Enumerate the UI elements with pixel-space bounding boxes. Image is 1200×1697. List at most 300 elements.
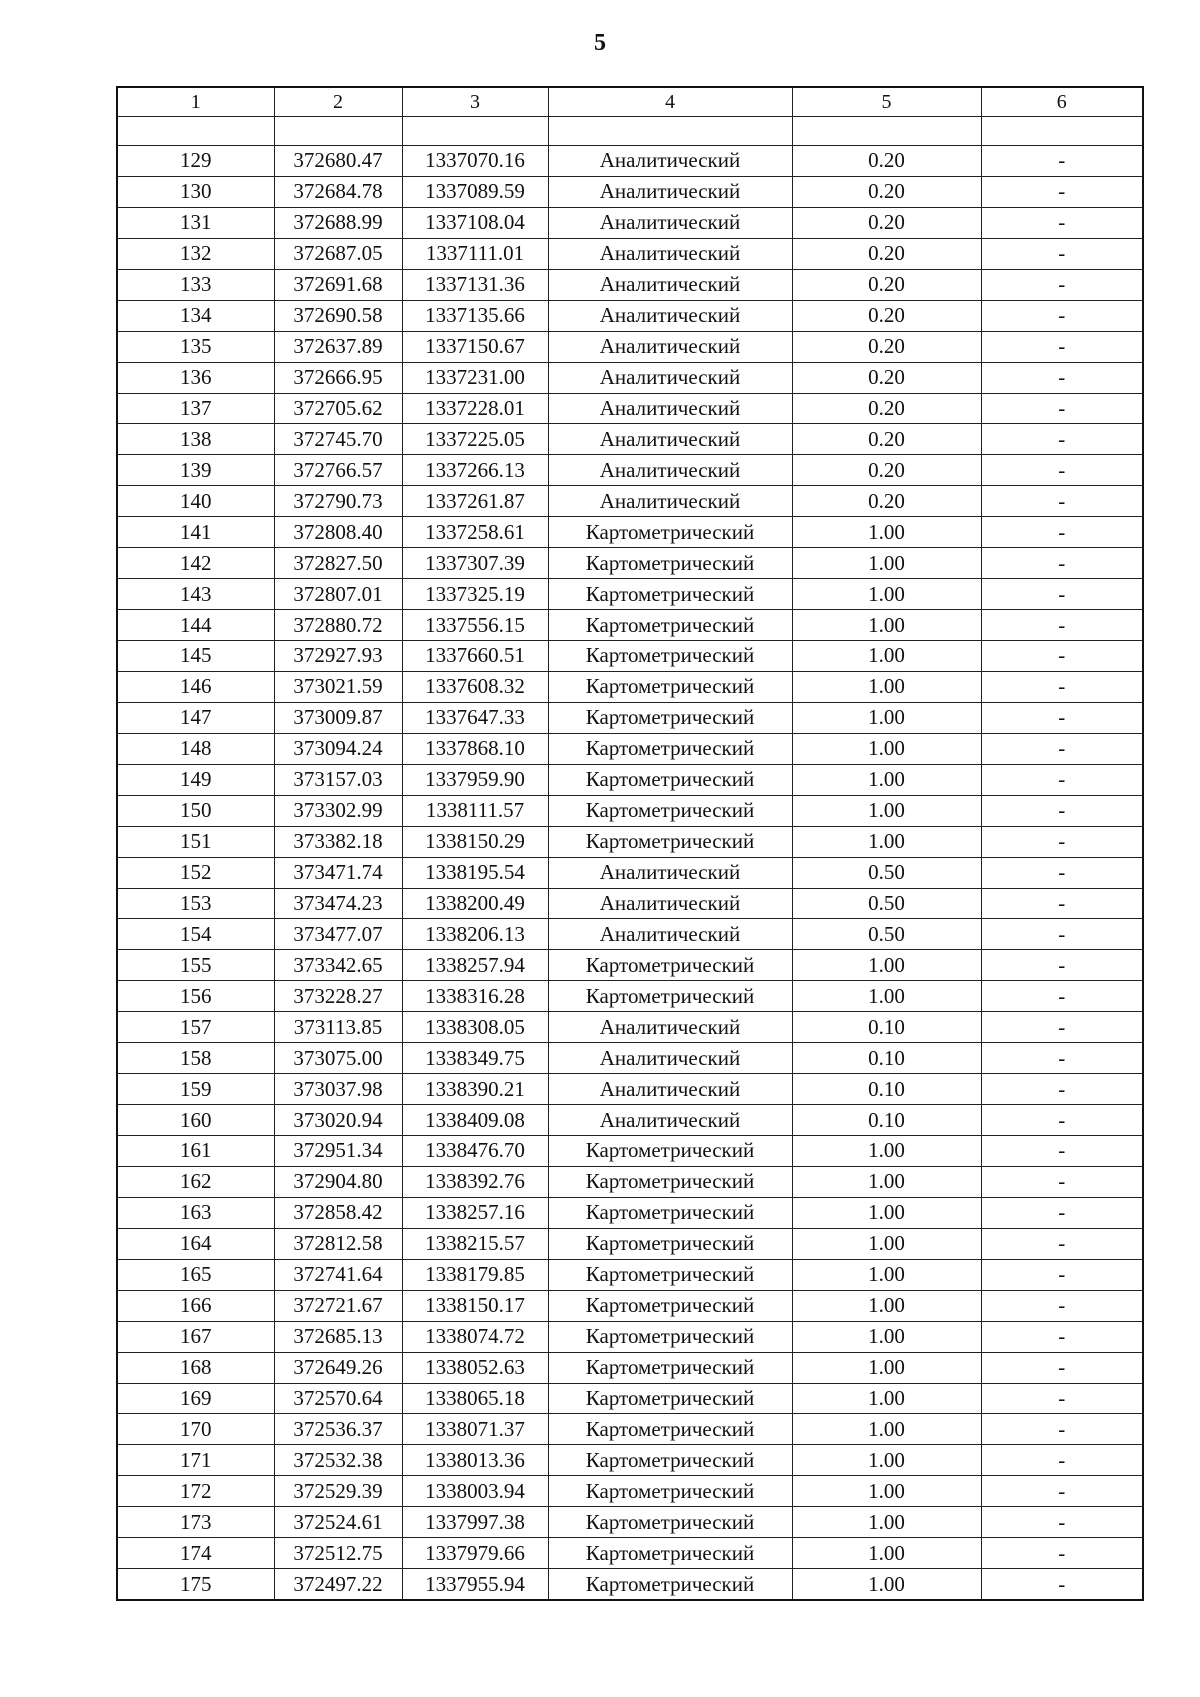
table-cell: 372687.05 [274,238,402,269]
table-cell: 150 [117,795,274,826]
table-cell [117,117,274,146]
table-cell: 372512.75 [274,1538,402,1569]
table-cell: 1337108.04 [402,207,548,238]
table-row [117,1074,1143,1105]
table-cell: 373477.07 [274,919,402,950]
table-row [117,1538,1143,1569]
table-row [117,579,1143,610]
table-cell: 1.00 [792,1321,981,1352]
table-cell: 373474.23 [274,888,402,919]
table-cell: - [981,1445,1143,1476]
table-row [117,1012,1143,1043]
table-cell: 1338065.18 [402,1383,548,1414]
table-cell: 160 [117,1105,274,1136]
table-cell: 1337647.33 [402,702,548,733]
table-row [117,764,1143,795]
table-cell: 1.00 [792,548,981,579]
table-cell: 174 [117,1538,274,1569]
table-cell: 1.00 [792,579,981,610]
table-cell: - [981,1538,1143,1569]
table-cell: Картометрический [548,610,792,641]
table-cell: 145 [117,641,274,672]
table-cell: Картометрический [548,1569,792,1600]
table-row [117,1445,1143,1476]
table-cell: 1.00 [792,1383,981,1414]
table-cell: - [981,857,1143,888]
table-row [117,1290,1143,1321]
table-cell: Картометрический [548,1507,792,1538]
table-cell: - [981,269,1143,300]
table-cell: 1338476.70 [402,1136,548,1167]
table-cell: - [981,1228,1143,1259]
table-cell: 1338200.49 [402,888,548,919]
table-cell: - [981,733,1143,764]
table-cell: - [981,1352,1143,1383]
table-cell: 0.20 [792,486,981,517]
table-cell: - [981,981,1143,1012]
table-cell: - [981,455,1143,486]
table-row [117,826,1143,857]
table-cell: 372524.61 [274,1507,402,1538]
table-cell: Картометрический [548,1136,792,1167]
table-cell: 131 [117,207,274,238]
table-row [117,424,1143,455]
table-cell: 373382.18 [274,826,402,857]
table-cell: Картометрический [548,1538,792,1569]
table-cell: 372807.01 [274,579,402,610]
table-cell: 1337089.59 [402,176,548,207]
table-cell: 373228.27 [274,981,402,1012]
table-cell: 133 [117,269,274,300]
table-row [117,919,1143,950]
table-cell: - [981,238,1143,269]
table-cell: 1337997.38 [402,1507,548,1538]
table-cell: Картометрический [548,1476,792,1507]
table-cell: 372927.93 [274,641,402,672]
table-cell: 372808.40 [274,517,402,548]
table-row [117,455,1143,486]
table-cell: - [981,1569,1143,1600]
table-cell: 372766.57 [274,455,402,486]
table-row [117,1352,1143,1383]
table-cell: - [981,393,1143,424]
table-cell: 1338409.08 [402,1105,548,1136]
table-cell: 165 [117,1259,274,1290]
table-cell: 0.20 [792,393,981,424]
table-cell: - [981,207,1143,238]
table-cell: 1337135.66 [402,300,548,331]
table-row [117,1507,1143,1538]
table-cell: Картометрический [548,795,792,826]
table-cell: Картометрический [548,764,792,795]
table-cell: - [981,1259,1143,1290]
table-cell: 372721.67 [274,1290,402,1321]
table-cell: 1337608.32 [402,671,548,702]
column-header: 3 [402,87,548,117]
table-cell: - [981,1166,1143,1197]
table-cell: 1338003.94 [402,1476,548,1507]
table-cell: 146 [117,671,274,702]
table-row [117,981,1143,1012]
table-row [117,1043,1143,1074]
table-cell: Аналитический [548,269,792,300]
table-row [117,1166,1143,1197]
table-cell: 1337111.01 [402,238,548,269]
table-row [117,300,1143,331]
table-cell: 1337955.94 [402,1569,548,1600]
table-cell: 372904.80 [274,1166,402,1197]
table-row [117,950,1143,981]
table-cell: 372680.47 [274,146,402,177]
table-cell: 1337228.01 [402,393,548,424]
table-cell: - [981,579,1143,610]
table-cell: - [981,671,1143,702]
table-cell: 159 [117,1074,274,1105]
table-cell: Аналитический [548,455,792,486]
table-row [117,702,1143,733]
table-cell: 1337258.61 [402,517,548,548]
table-cell: 1.00 [792,1259,981,1290]
table-cell: 1338195.54 [402,857,548,888]
table-cell: Аналитический [548,857,792,888]
table-row [117,269,1143,300]
table-cell: 135 [117,331,274,362]
table-cell: 1338052.63 [402,1352,548,1383]
table-cell: - [981,950,1143,981]
table-row [117,486,1143,517]
table-row [117,1414,1143,1445]
table-cell: - [981,1321,1143,1352]
table-row [117,610,1143,641]
table-cell: 0.10 [792,1012,981,1043]
table-cell: - [981,1290,1143,1321]
table-cell: 140 [117,486,274,517]
table-cell: 1338111.57 [402,795,548,826]
table-cell: Картометрический [548,826,792,857]
table-cell: 169 [117,1383,274,1414]
table-cell: - [981,331,1143,362]
table-cell: 1.00 [792,641,981,672]
table-cell: 161 [117,1136,274,1167]
table-cell: Аналитический [548,486,792,517]
table-cell: Аналитический [548,919,792,950]
table-cell: 142 [117,548,274,579]
table-cell: 372858.42 [274,1197,402,1228]
table-cell: 1.00 [792,1228,981,1259]
table-cell: 0.20 [792,207,981,238]
table-cell: 1338013.36 [402,1445,548,1476]
table-cell: 1.00 [792,826,981,857]
table-cell: Аналитический [548,888,792,919]
table-row [117,1569,1143,1600]
table-cell: Аналитический [548,1043,792,1074]
table-cell: 372529.39 [274,1476,402,1507]
table-cell: - [981,1197,1143,1228]
table-cell: 1337225.05 [402,424,548,455]
table-cell: 372690.58 [274,300,402,331]
table-cell: 1337131.36 [402,269,548,300]
table-cell: Картометрический [548,733,792,764]
table-cell: - [981,1507,1143,1538]
table-cell: 1.00 [792,950,981,981]
table-row [117,641,1143,672]
table-cell: 130 [117,176,274,207]
table-cell: 1.00 [792,1136,981,1167]
table-cell: 372691.68 [274,269,402,300]
table-cell: Аналитический [548,176,792,207]
table-row [117,795,1143,826]
coordinates-table [116,86,1144,1601]
table-cell: 373094.24 [274,733,402,764]
table-cell: 153 [117,888,274,919]
table-cell: 1338150.29 [402,826,548,857]
table-cell: Картометрический [548,579,792,610]
table-cell: Картометрический [548,1321,792,1352]
table-row [117,362,1143,393]
table-cell: 1337070.16 [402,146,548,177]
table-cell: 372812.58 [274,1228,402,1259]
table-cell: 372570.64 [274,1383,402,1414]
table-row [117,1383,1143,1414]
table-cell: 164 [117,1228,274,1259]
table-cell: 175 [117,1569,274,1600]
table-cell: 1337660.51 [402,641,548,672]
table-cell: 0.10 [792,1105,981,1136]
column-header: 6 [981,87,1143,117]
table-header-row [117,87,1143,117]
table-cell: 136 [117,362,274,393]
table-cell: 372536.37 [274,1414,402,1445]
table-cell: 143 [117,579,274,610]
table-row [117,548,1143,579]
table-cell: 1338074.72 [402,1321,548,1352]
table-cell: 373302.99 [274,795,402,826]
table-cell: 147 [117,702,274,733]
table-cell: 373037.98 [274,1074,402,1105]
table-cell: Картометрический [548,981,792,1012]
table-row [117,1105,1143,1136]
table-cell: Аналитический [548,331,792,362]
table-cell: Картометрический [548,1445,792,1476]
table-cell: Картометрический [548,1352,792,1383]
page-number: 5 [594,30,606,56]
table-cell: 162 [117,1166,274,1197]
table-cell: - [981,517,1143,548]
table-row [117,1476,1143,1507]
table-cell: - [981,548,1143,579]
table-cell: 372684.78 [274,176,402,207]
table-cell: 1337868.10 [402,733,548,764]
table-cell: - [981,362,1143,393]
table-cell: 0.10 [792,1074,981,1105]
table-cell: 0.20 [792,269,981,300]
table-cell: 1.00 [792,981,981,1012]
table-cell: 1338257.94 [402,950,548,981]
table-cell: 168 [117,1352,274,1383]
column-header: 2 [274,87,402,117]
table-cell: 1.00 [792,764,981,795]
table-cell: 144 [117,610,274,641]
table-cell: 1.00 [792,733,981,764]
table-cell: Картометрический [548,671,792,702]
table-row [117,1197,1143,1228]
blank-row [117,117,1143,146]
table-cell: 0.20 [792,362,981,393]
column-header: 5 [792,87,981,117]
table-cell: 1338257.16 [402,1197,548,1228]
table-cell: Картометрический [548,1259,792,1290]
table-cell: Картометрический [548,1414,792,1445]
table-row [117,176,1143,207]
table-cell: 0.20 [792,146,981,177]
table-row [117,888,1143,919]
table-body [117,117,1143,1601]
table-cell: 1337266.13 [402,455,548,486]
table-cell: 1338071.37 [402,1414,548,1445]
table-cell: 1.00 [792,671,981,702]
table-cell: 0.20 [792,238,981,269]
table-cell: 1.00 [792,1538,981,1569]
table-row [117,207,1143,238]
table-cell: 157 [117,1012,274,1043]
table-cell: Аналитический [548,146,792,177]
table-cell: 170 [117,1414,274,1445]
table-cell: 372532.38 [274,1445,402,1476]
table-cell: 1338308.05 [402,1012,548,1043]
table-cell: 372705.62 [274,393,402,424]
table-cell: 0.20 [792,300,981,331]
table-cell: - [981,764,1143,795]
table-row [117,393,1143,424]
table-cell: 1.00 [792,1352,981,1383]
table-cell: 0.20 [792,424,981,455]
table-cell: 1337307.39 [402,548,548,579]
table-row [117,146,1143,177]
table-row [117,1321,1143,1352]
table-cell: 373021.59 [274,671,402,702]
table-cell: - [981,610,1143,641]
table-cell: 372688.99 [274,207,402,238]
table-row [117,857,1143,888]
table-cell: 1.00 [792,1414,981,1445]
table-cell: 1338179.85 [402,1259,548,1290]
table-row [117,1259,1143,1290]
table-cell [792,117,981,146]
table-cell: Аналитический [548,1074,792,1105]
table-cell: 0.50 [792,888,981,919]
table-cell: 1.00 [792,1569,981,1600]
table-cell: 149 [117,764,274,795]
table-cell: 1338215.57 [402,1228,548,1259]
table-cell: 372741.64 [274,1259,402,1290]
table-cell: - [981,424,1143,455]
table-row [117,733,1143,764]
table-cell [981,117,1143,146]
table-cell: Аналитический [548,424,792,455]
table-cell: Аналитический [548,238,792,269]
table-cell: 132 [117,238,274,269]
table-cell: 373009.87 [274,702,402,733]
table-cell: 158 [117,1043,274,1074]
table-cell: 1337959.90 [402,764,548,795]
table-cell [274,117,402,146]
table-cell: 152 [117,857,274,888]
table-row [117,1136,1143,1167]
table-cell: 1337556.15 [402,610,548,641]
table-cell: - [981,300,1143,331]
table-cell: Картометрический [548,1197,792,1228]
table-cell: - [981,826,1143,857]
table-cell: 134 [117,300,274,331]
table-cell: 1337325.19 [402,579,548,610]
table-cell: 155 [117,950,274,981]
table-cell: 172 [117,1476,274,1507]
table-cell: Аналитический [548,362,792,393]
table-cell: Картометрический [548,1383,792,1414]
table-cell: 1.00 [792,1197,981,1228]
table-cell: 372497.22 [274,1569,402,1600]
table-cell: - [981,641,1143,672]
table-cell: Картометрический [548,1228,792,1259]
table-cell: 372880.72 [274,610,402,641]
table-cell: 1337261.87 [402,486,548,517]
table-cell: 154 [117,919,274,950]
table-cell: 372790.73 [274,486,402,517]
table-cell: 0.10 [792,1043,981,1074]
table-cell: 373342.65 [274,950,402,981]
table-cell: 1.00 [792,1476,981,1507]
table-cell: 373075.00 [274,1043,402,1074]
table-cell: 0.20 [792,455,981,486]
table-cell: Аналитический [548,1105,792,1136]
table-cell: 1338392.76 [402,1166,548,1197]
table-cell: 0.50 [792,857,981,888]
table-cell: 1337231.00 [402,362,548,393]
table-cell: - [981,176,1143,207]
table-cell: Картометрический [548,548,792,579]
table-cell: 1338349.75 [402,1043,548,1074]
table-cell: 166 [117,1290,274,1321]
table-cell [548,117,792,146]
table-cell: 1.00 [792,1445,981,1476]
table-row [117,331,1143,362]
table-cell: 1338390.21 [402,1074,548,1105]
table-cell: Картометрический [548,950,792,981]
table-cell: Картометрический [548,641,792,672]
table-cell: Картометрический [548,1166,792,1197]
table-cell: 372637.89 [274,331,402,362]
table-cell: 1.00 [792,795,981,826]
table-cell: - [981,795,1143,826]
table-cell: 1337150.67 [402,331,548,362]
table-cell: 1.00 [792,1507,981,1538]
table-cell: 171 [117,1445,274,1476]
table-cell: 1.00 [792,517,981,548]
table-cell: 372649.26 [274,1352,402,1383]
table-cell: 1.00 [792,1290,981,1321]
table-cell: Картометрический [548,702,792,733]
table-cell: 373157.03 [274,764,402,795]
table-cell: 0.50 [792,919,981,950]
table-cell: 0.20 [792,176,981,207]
table-cell: 141 [117,517,274,548]
table-cell: 138 [117,424,274,455]
table-cell: Картометрический [548,517,792,548]
table-cell: Картометрический [548,1290,792,1321]
table-cell: - [981,702,1143,733]
table-cell: - [981,1383,1143,1414]
table-cell: 372951.34 [274,1136,402,1167]
